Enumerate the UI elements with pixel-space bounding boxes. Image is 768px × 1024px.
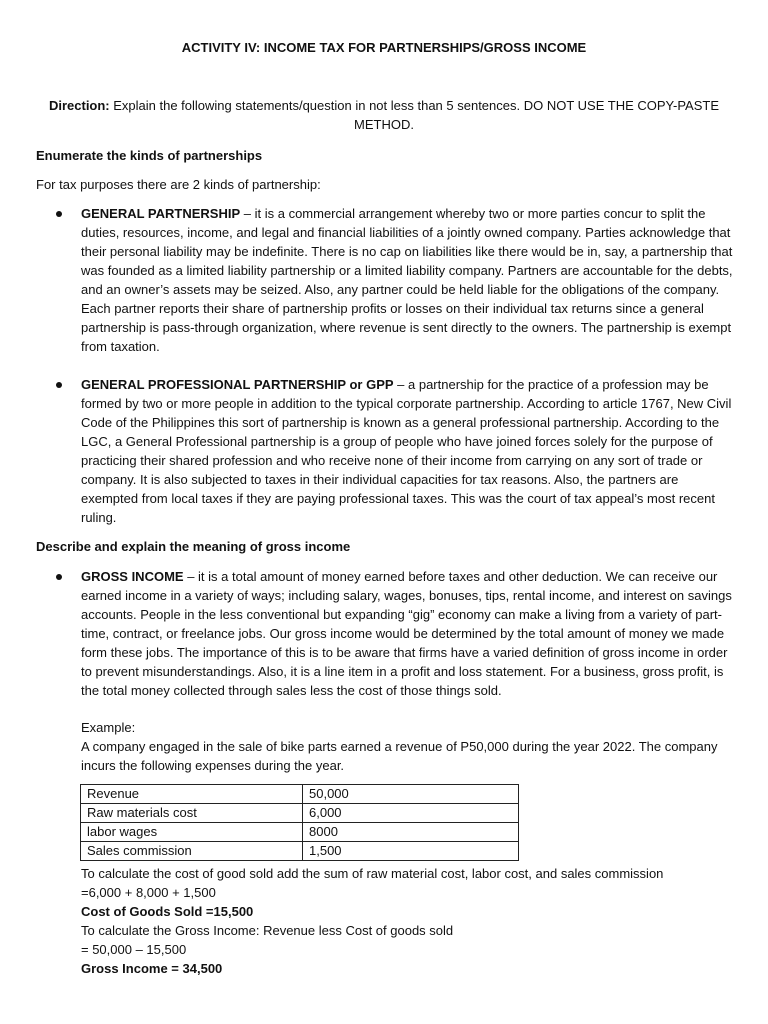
expenses-table [80, 784, 519, 861]
direction-text: Explain the following statements/question in not less than 5 sentences. DO NOT USE THE COPY-PASTE METHOD. [109, 98, 720, 132]
calc-line: = 50,000 – 15,500 [81, 942, 187, 957]
table-row [81, 804, 519, 823]
term-general-partnership: GENERAL PARTNERSHIP [81, 206, 241, 221]
table-row [81, 823, 519, 842]
bullet-icon [56, 382, 62, 388]
list-item [56, 567, 736, 700]
bullet-icon [56, 574, 62, 580]
table-row [81, 785, 519, 804]
page-title: ACTIVITY IV: INCOME TAX FOR PARTNERSHIPS/GROSS INCOME [181, 40, 587, 55]
table-cell-label: Revenue [81, 785, 303, 804]
cogs-result: Cost of Goods Sold =15,500 [81, 904, 254, 919]
definition-general-partnership: – it is a commercial arrangement whereby two or more parties concur to split the duties, resources, income, and legal and financial liabilities of a jointly owned company. Parties acknowledge that their personal liability may be indefinite. There is no cap on liabilities like there would be in, say, a partnership that was founded as a limited liability partnership or a limited liability company. Partners are accountable for the debts, and an owner’s assets may be seized. Also, any partner could be held liable for the obligations of the company. Each partner reports their share of partnership profits or losses on their individual tax returns since a general partnership is pass-through organization, where revenue is sent directly to the owners. The partnership is exempt from taxation. [81, 206, 733, 354]
bullet-icon [56, 211, 62, 217]
calc-line: To calculate the Gross Income: Revenue less Cost of goods sold [81, 923, 454, 938]
section-heading-partnerships: Enumerate the kinds of partnerships [36, 148, 263, 163]
example-label: Example: [81, 720, 136, 735]
table-cell-label: labor wages [81, 823, 303, 842]
table-cell-label: Raw materials cost [81, 804, 303, 823]
term-gpp: GENERAL PROFESSIONAL PARTNERSHIP or GPP [81, 377, 394, 392]
calculation-block [81, 864, 741, 978]
section-intro: For tax purposes there are 2 kinds of partnership: [36, 177, 321, 192]
term-gross-income: GROSS INCOME [81, 569, 184, 584]
table-cell-value: 1,500 [303, 842, 519, 861]
table-cell-label: Sales commission [81, 842, 303, 861]
list-item [56, 204, 736, 356]
gross-income-result: Gross Income = 34,500 [81, 961, 223, 976]
table-cell-value: 6,000 [303, 804, 519, 823]
section-heading-gross-income: Describe and explain the meaning of gross income [36, 539, 351, 554]
direction-label: Direction: [48, 98, 110, 113]
table-row [81, 842, 519, 861]
calc-line: =6,000 + 8,000 + 1,500 [81, 885, 216, 900]
example-text: A company engaged in the sale of bike parts earned a revenue of P50,000 during the year 2022. The company incurs the following expenses during the year. [81, 739, 718, 773]
direction-paragraph [34, 96, 734, 134]
calc-line: To calculate the cost of good sold add the sum of raw material cost, labor cost, and sales commission [81, 866, 664, 881]
definition-gpp: – a partnership for the practice of a profession may be formed by two or more people in addition to the typical corporate partnership. According to article 1767, New Civil Code of the Philippines this sort of partnership is known as a general professional partnership. According to the LGC, a General Professional partnership is a group of people who have joined forces solely for the purpose of practicing their shared profession and who receive none of their income from carrying on any sort of trade or company. It is also subjected to taxes in their individual capacities for tax reasons. Also, the partners are exempted from local taxes if they are paying professional taxes. This was the court of tax appeal’s most recent ruling. [81, 377, 732, 525]
definition-gross-income: – it is a total amount of money earned before taxes and other deduction. We can receive our earned income in a variety of ways; including salary, wages, bonuses, tips, rental income, and interest on savings accounts. People in the less conventional but expanding “gig” economy can make a living from a variety of part-time, contract, or freelance jobs. Our gross income would be determined by the total amount of money we made form these jobs. The importance of this is to be aware that firms have a varied definition of gross income in order to prevent misunderstandings. Also, it is a line item in a profit and loss statement. For a business, gross profit, is the total money collected through sales less the cost of those things sold. [81, 569, 732, 698]
table-cell-value: 50,000 [303, 785, 519, 804]
table-cell-value: 8000 [303, 823, 519, 842]
list-item [56, 375, 736, 527]
